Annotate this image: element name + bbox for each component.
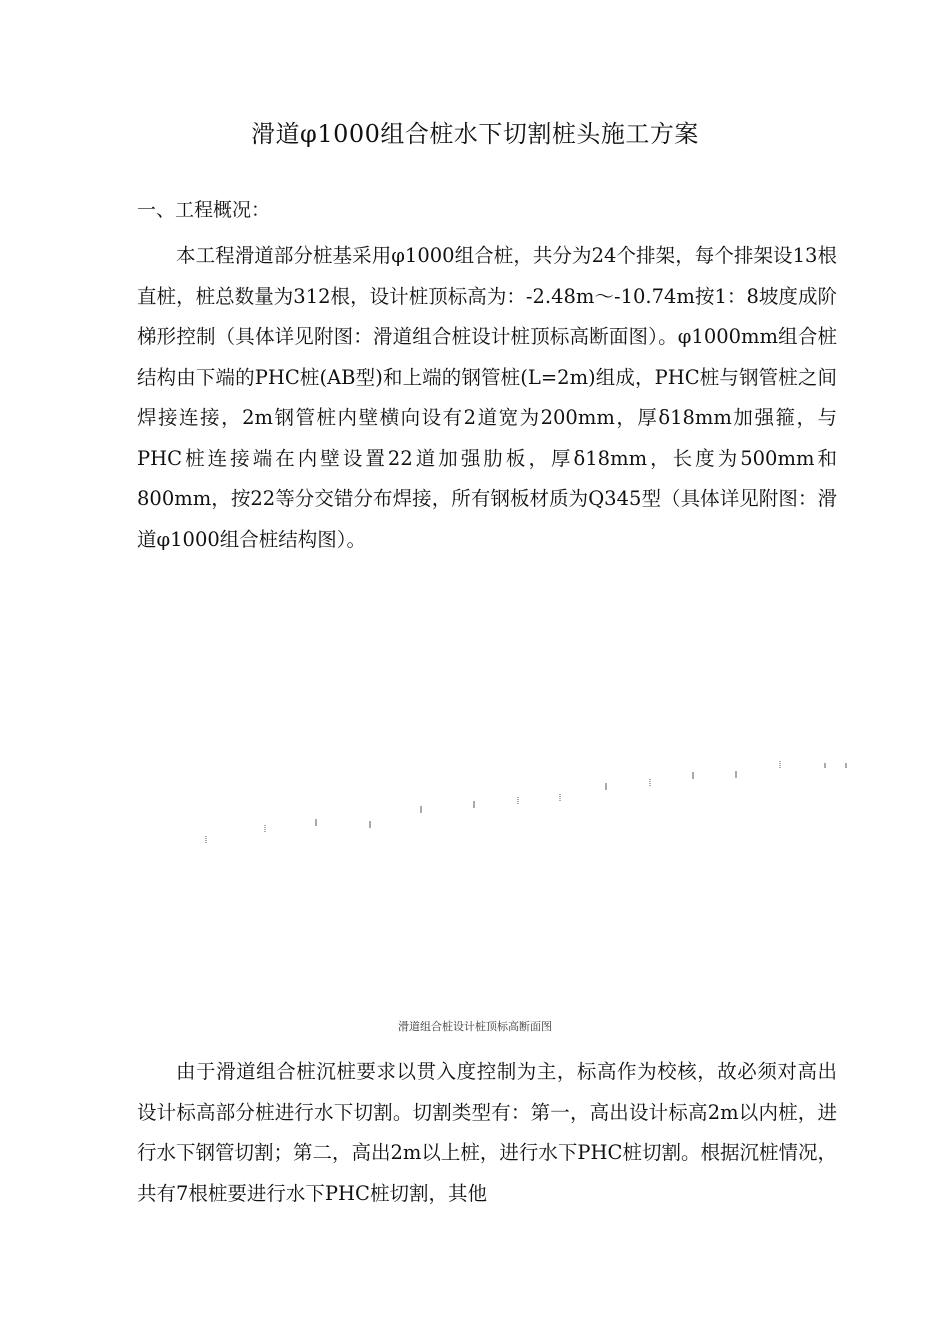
document-title: 滑道φ1000组合桩水下切割桩头施工方案 [251, 120, 699, 148]
paragraph-overview: 本工程滑道部分桩基采用φ1000组合桩，共分为24个排架，每个排架设13根直桩，桩总数量为312根，设计桩顶标高为：-2.48m～-10.74m按1：8坡度成阶梯形控制（具体详见附图：滑道组合桩设计桩顶标高断面图）。φ1000mm组合桩结构由下端的PHC桩(AB型)和上端的钢管桩(L=2m)组成，PHC桩与钢管桩之间焊接连接，2m钢管桩内壁横向设有2道宽为200mm，厚δ18mm加强箍，与PHC桩连接端在内壁设置22道加强肋板，厚δ18mm，长度为500mm和800mm，按22等分交错分布焊接，所有钢板材质为Q345型（具体详见附图：滑道φ1000组合桩结构图）。 [137, 244, 837, 551]
paragraph-cutting: 由于滑道组合桩沉桩要求以贯入度控制为主，标高作为校核，故必须对高出设计标高部分桩进行水下切割。切割类型有：第一，高出设计标高2m以内桩，进行水下钢管切割；第二，高出2m以上桩，进行水下PHC桩切割。根据沉桩情况，共有7根桩要进行水下PHC桩切割，其他 [137, 1060, 837, 1205]
figure-caption: 滑道组合桩设计桩顶标高断面图 [398, 1020, 552, 1033]
pile-elevation-figure [190, 750, 860, 860]
section-heading: 一、工程概况： [137, 199, 271, 221]
